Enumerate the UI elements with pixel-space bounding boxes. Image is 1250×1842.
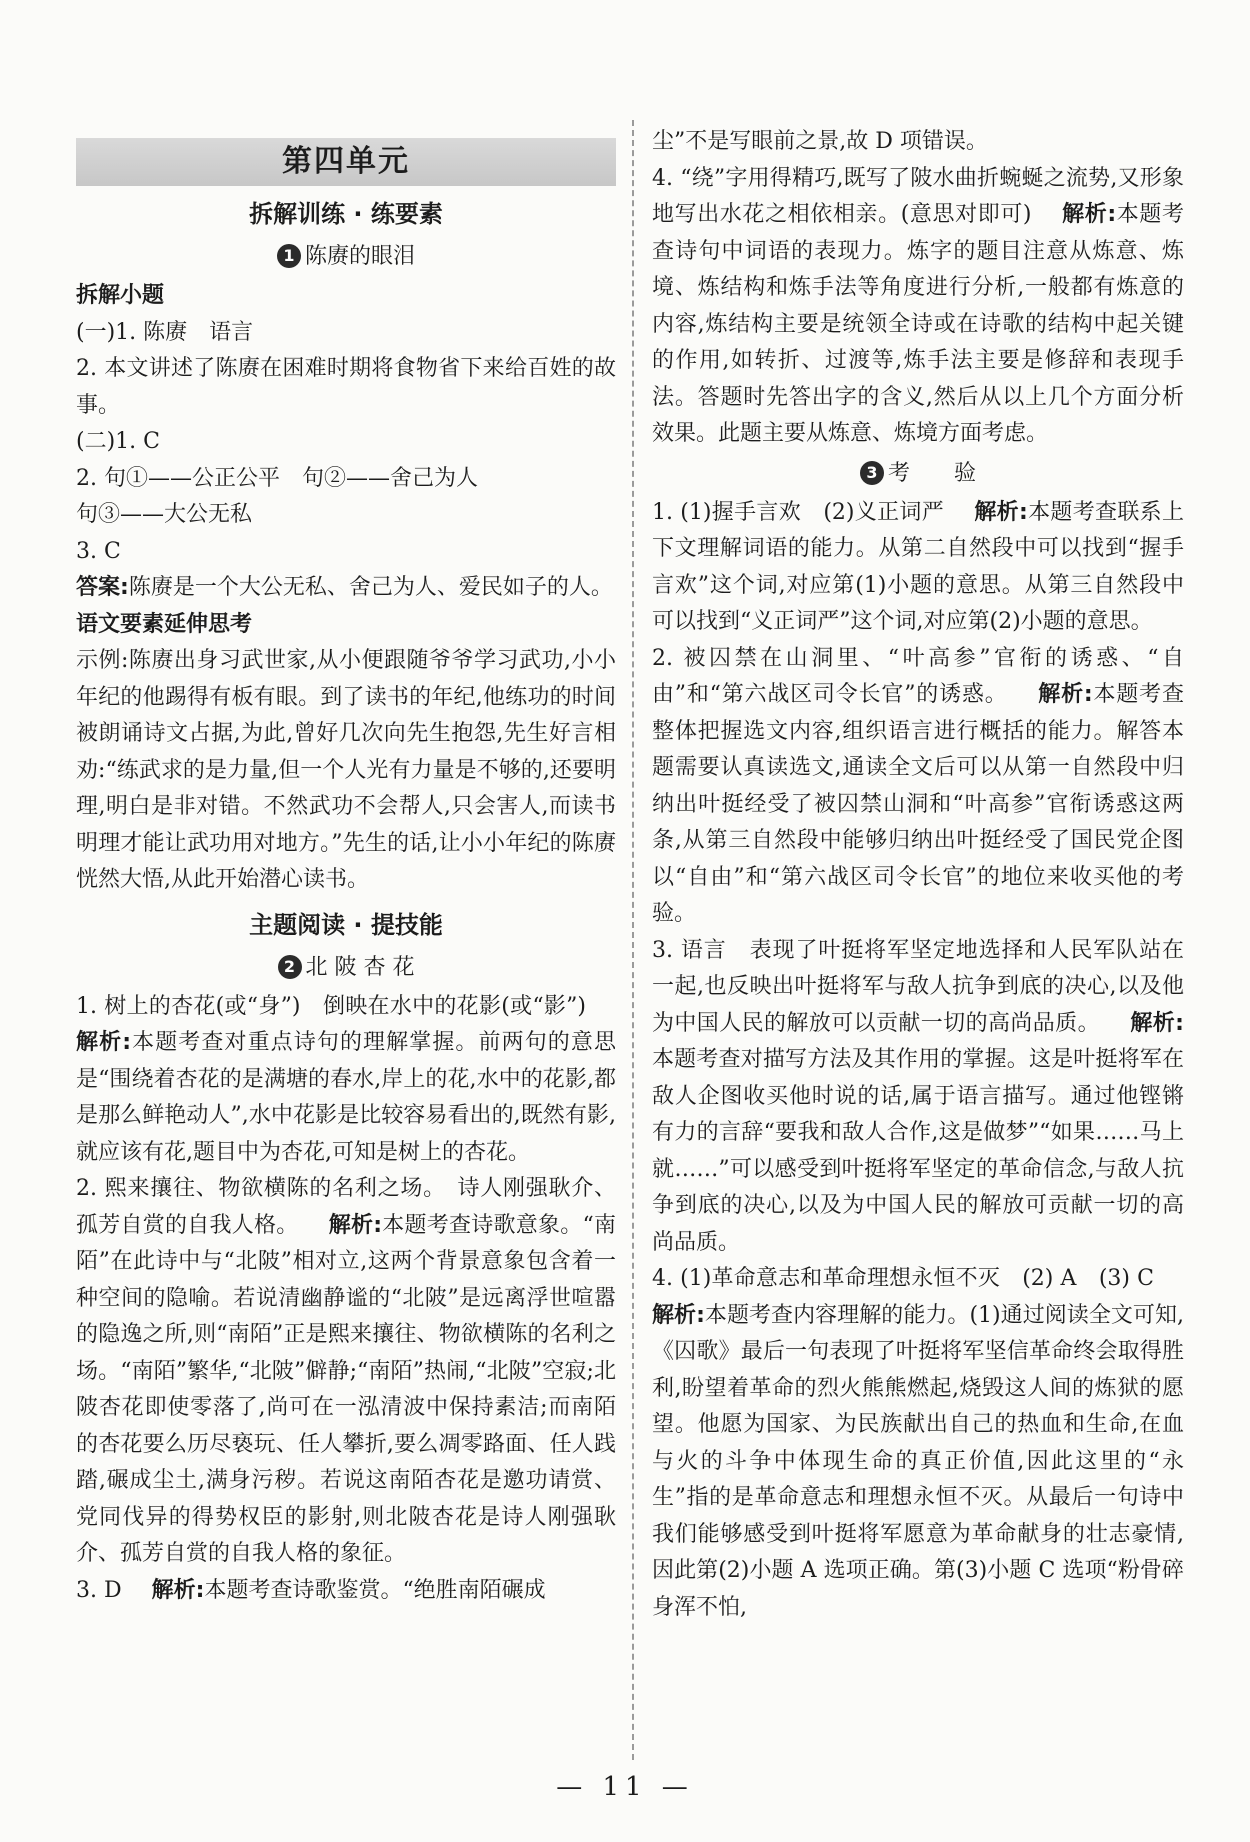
section-title-2: 主题阅读 · 提技能 — [249, 910, 443, 939]
number-badge-icon: 1 — [277, 244, 301, 268]
question-answer: 4. “绕”字用得精巧,既写了陂水曲折蜿蜒之流势,又形象地写出水花之相依相亲。(意思对即可) 解析:本题考查诗句中词语的表现力。炼字的题目注意从炼意、炼境、炼结构和炼手法等角度进行分析,一般都有炼意的内容,炼结构主要是统领全诗或在诗歌的结构中起关键的作用,如转折、过渡等,炼手法主要是修辞和表现手法。答题时先答出字的含义,然后从以上几个方面分析效果。此题主要从炼意、炼境方面考虑。 — [652, 165, 1184, 446]
left-column — [76, 128, 616, 1609]
chaijie-heading: 拆解小题 — [76, 283, 165, 308]
unit-title: 第四单元 — [76, 138, 616, 186]
question-answer: 4. (1)革命意志和革命理想永恒不灭 (2) A (3) C解析:本题考查内容理解的能力。(1)通过阅读全文可知,《囚歌》最后一句表现了叶挺将军坚信革命终会取得胜利,盼望着革命的烈火熊熊燃起,烧毁这人间的炼狱的愿望。他愿为国家、为民族献出自己的热血和生命,在血与火的斗争中体现生命的真正价值,因此这里的“永生”指的是革命意志和理想永恒不灭。从最后一句诗中我们能够感受到叶挺将军愿意为革命献身的壮志豪情,因此第(2)小题 A 选项正确。第(3)小题 C 选项“粉骨碎身浑不怕, — [652, 1266, 1184, 1620]
lesson-title-1: 1 陈赓的眼泪 — [76, 238, 616, 276]
question-answer: 2. 被囚禁在山洞里、“叶高参”官衔的诱惑、“自由”和“第六战区司令长官”的诱惑。 解析:本题考查整体把握选文内容,组织语言进行概括的能力。解答本题需要认真读选文,通读全文后可以从第一自然段中归纳出叶挺经受了被囚禁山洞和“叶高参”官衔诱惑这两条,从第三自然段中能够归纳出叶挺经受了国民党企图以“自由”和“第六战区司令长官”的地位来收买他的考验。 — [652, 645, 1184, 926]
column-divider — [632, 120, 634, 1760]
lesson-title-3: 3 考 验 — [652, 455, 1184, 493]
answer-line: 2. 句①——公正公平 句②——舍己为人 — [76, 465, 478, 491]
answer-line: 2. 本文讲述了陈赓在困难时期将食物省下来给百姓的故事。 — [76, 356, 616, 418]
page-number: — 11 — — [556, 1772, 694, 1802]
answer-line: (二)1. C — [76, 429, 160, 454]
question-answer: 3. 语言 表现了叶挺将军坚定地选择和人民军队站在一起,也反映出叶挺将军与敌人抗争到底的决心,以及他为中国人民的解放可以贡献一切的高尚品质。 解析:本题考查对描写方法及其作用的掌握。这是叶挺将军在敌人企图收买他时说的话,属于语言描写。通过他铿锵有力的言辞“要我和敌人合作,这是做梦”“如果……马上就……”可以感受到叶挺将军坚定的革命信念,与敌人抗争到底的决心,以及为中国人民的解放可贡献一切的高尚品质。 — [652, 937, 1184, 1255]
right-column — [652, 124, 1184, 1626]
extend-heading: 语文要素延伸思考 — [76, 611, 253, 637]
lesson-title-2: 2 北 陂 杏 花 — [76, 949, 616, 987]
question-answer: 2. 熙来攘往、物欲横陈的名利之场。 诗人刚强耿介、孤芳自赏的自我人格。 解析:本题考查诗歌意象。“南陌”在此诗中与“北陂”相对立,这两个背景意象包含着一种空间的隐喻。若说清幽静谧的“北陂”是远离浮世喧嚣的隐逸之所,则“南陌”正是熙来攘往、物欲横陈的名利之场。“南陌”繁华,“北陂”僻静;“南陌”热闹,“北陂”空寂;北陂杏花即使零落了,尚可在一泓清波中保持素洁;而南陌的杏花要么历尽亵玩、任人攀折,要么凋零路面、任人践踏,碾成尘土,满身污秽。若说这南陌杏花是邀功请赏、党同伐异的得势权臣的影射,则北陂杏花是诗人刚强耿介、孤芳自赏的自我人格的象征。 — [76, 1176, 616, 1566]
answer-paragraph: 答案:陈赓是一个大公无私、舍己为人、爱民如子的人。 — [76, 575, 613, 600]
answer-line: (一)1. 陈赓 语言 — [76, 319, 254, 345]
question-answer: 3. D 解析:本题考查诗歌鉴赏。“绝胜南陌碾成 — [76, 1577, 546, 1603]
number-badge-icon: 3 — [860, 461, 884, 485]
answer-line: 3. C — [76, 538, 121, 564]
extend-paragraph: 示例:陈赓出身习武世家,从小便跟随爷爷学习武功,小小年纪的他踢得有板有眼。到了读书的年纪,他练功的时间被朗诵诗文占据,为此,曾好几次向先生抱怨,先生好言相劝:“练武求的是力量,但一个人光有力量是不够的,还要明理,明白是非对错。不然武功不会帮人,只会害人,而读书明理才能让武功用对地方。”先生的话,让小小年纪的陈赓恍然大悟,从此开始潜心读书。 — [76, 648, 616, 892]
question-answer: 1. (1)握手言欢 (2)义正词严 解析:本题考查联系上下文理解词语的能力。从第二自然段中可以找到“握手言欢”这个词,对应第(1)小题的意思。从第三自然段中可以找到“义正词严”这个词,对应第(2)小题的意思。 — [652, 499, 1184, 634]
answer-line: 句③——大公无私 — [76, 502, 253, 527]
section-title-1: 拆解训练 · 练要素 — [249, 200, 443, 228]
answer-line: 尘”不是写眼前之景,故 D 项错误。 — [652, 129, 988, 154]
question-answer: 1. 树上的杏花(或“身”) 倒映在水中的花影(或“影”)解析:本题考查对重点诗句的理解掌握。前两句的意思是“围绕着杏花的是满塘的春水,岸上的花,水中的花影,都是那么鲜艳动人”,水中花影是比较容易看出的,既然有影,就应该有花,题目中为杏花,可知是树上的杏花。 — [76, 993, 616, 1165]
number-badge-icon: 2 — [278, 955, 302, 979]
